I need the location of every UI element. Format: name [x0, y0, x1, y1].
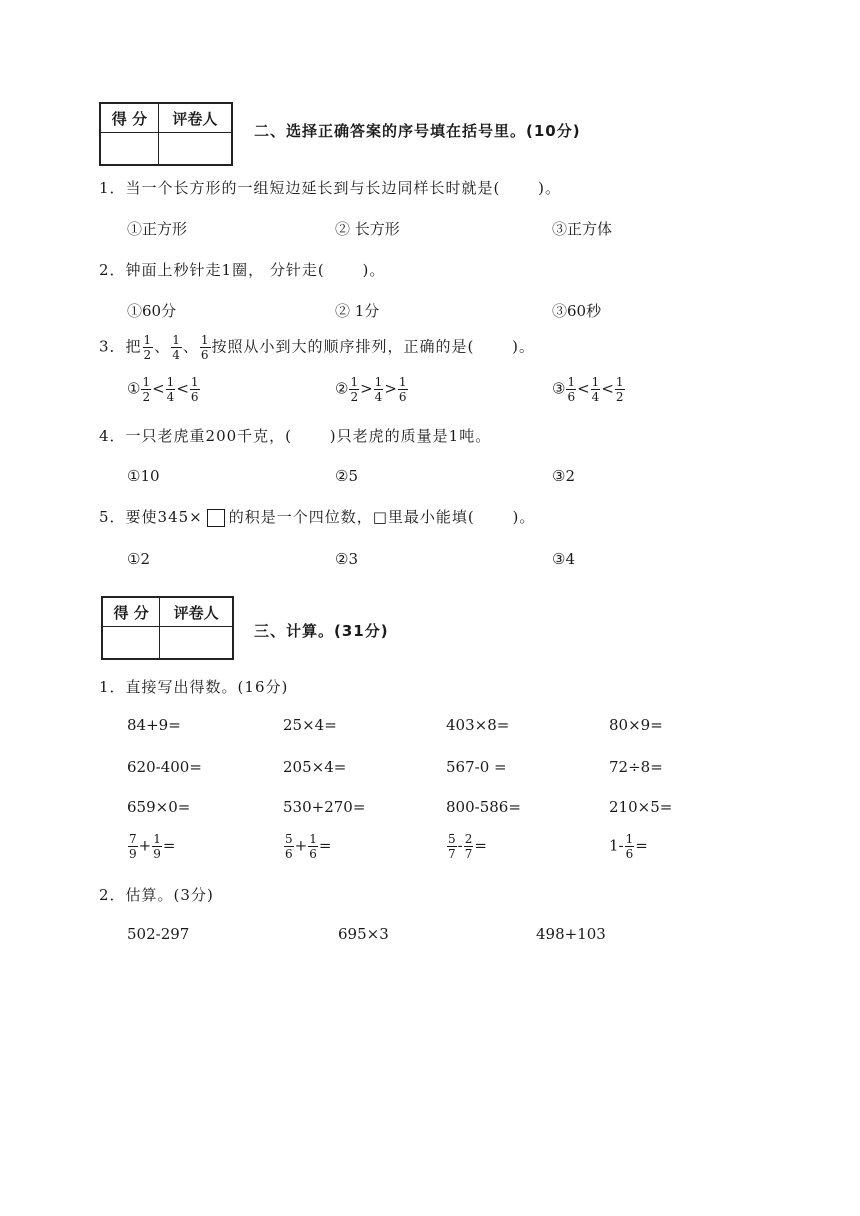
- question-4: 4．一只老虎重200千克，( )只老虎的质量是1吨。: [99, 427, 492, 445]
- q3-option-2[interactable]: ② $\frac{1}{2}$ > $\frac{1}{4}$ > $\frac{1}{6}$: [335, 375, 407, 404]
- calc-item[interactable]: 84+9=: [127, 716, 181, 734]
- estimate-item[interactable]: 498+103: [536, 925, 606, 943]
- grader-cell[interactable]: [160, 627, 233, 659]
- fraction: $\frac{1}{4}$: [172, 333, 181, 362]
- calc-item-fraction[interactable]: $\frac{5}{6}$ + $\frac{1}{6}$ =: [285, 832, 332, 861]
- calc-item[interactable]: 659×0=: [127, 798, 191, 816]
- calc-item[interactable]: 620-400=: [127, 758, 202, 776]
- q4-option-2[interactable]: ②5: [335, 467, 358, 485]
- blank-square[interactable]: [207, 509, 225, 527]
- calc-item[interactable]: 205×4=: [283, 758, 347, 776]
- calc-item[interactable]: 25×4=: [283, 716, 337, 734]
- calc-item[interactable]: 72÷8=: [609, 758, 663, 776]
- calc-item[interactable]: 403×8=: [446, 716, 510, 734]
- score-label: 得 分: [101, 104, 159, 133]
- q5-option-2[interactable]: ②3: [335, 550, 358, 568]
- q1-option-1[interactable]: ①正方形: [127, 220, 188, 238]
- estimate-item[interactable]: 502-297: [127, 925, 190, 943]
- calc-item-fraction[interactable]: $\frac{5}{7}$ - $\frac{2}{7}$ =: [448, 832, 487, 861]
- question-2: 2．钟面上秒针走1圈， 分针走( )。: [99, 261, 386, 279]
- estimate-item[interactable]: 695×3: [338, 925, 389, 943]
- section2-title: 二、选择正确答案的序号填在括号里。(10分): [254, 122, 581, 140]
- q2-option-2[interactable]: ② 1分: [335, 302, 380, 320]
- calc-item[interactable]: 800-586=: [446, 798, 521, 816]
- question-1: 1．当一个长方形的一组短边延长到与长边同样长时就是( )。: [99, 179, 562, 197]
- q3-option-3[interactable]: ③ $\frac{1}{6}$ < $\frac{1}{4}$ < $\frac{1}{2}$: [552, 375, 624, 404]
- q1-option-3[interactable]: ③正方体: [552, 220, 613, 238]
- score-label: 得 分: [103, 598, 160, 627]
- fraction: $\frac{1}{2}$: [143, 333, 153, 362]
- grader-label: 评卷人: [158, 104, 231, 133]
- q1-option-2[interactable]: ② 长方形: [335, 220, 400, 238]
- grader-label: 评卷人: [160, 598, 233, 627]
- calc-item[interactable]: 530+270=: [283, 798, 366, 816]
- q5-option-1[interactable]: ①2: [127, 550, 150, 568]
- calc-item-fraction[interactable]: $\frac{7}{9}$ + $\frac{1}{9}$ =: [129, 832, 176, 861]
- part2-title: 2．估算。(3分): [99, 886, 214, 904]
- section3-title: 三、计算。(31分): [254, 622, 389, 640]
- part1-title: 1．直接写出得数。(16分): [99, 678, 289, 696]
- q3-option-1[interactable]: ① $\frac{1}{2}$ < $\frac{1}{4}$ < $\frac{1}{6}$: [127, 375, 199, 404]
- grader-cell[interactable]: [158, 133, 231, 165]
- score-cell[interactable]: [103, 627, 160, 659]
- q5-option-3[interactable]: ③4: [552, 550, 575, 568]
- question-3: 3．把 $\frac{1}{2}$ 、 $\frac{1}{4}$ 、 $\frac{1}{6}$ 按照从小到大的顺序排列，正确的是( )。: [99, 333, 535, 362]
- calc-item-fraction[interactable]: 1- $\frac{1}{6}$ =: [609, 832, 648, 861]
- q4-option-3[interactable]: ③2: [552, 467, 575, 485]
- q2-option-3[interactable]: ③60秒: [552, 302, 602, 320]
- score-box-section3: [101, 596, 234, 660]
- calc-item[interactable]: 80×9=: [609, 716, 663, 734]
- q4-option-1[interactable]: ①10: [127, 467, 160, 485]
- q2-option-1[interactable]: ①60分: [127, 302, 177, 320]
- fraction: $\frac{1}{6}$: [200, 333, 210, 362]
- score-box-section2: [99, 102, 233, 166]
- score-cell[interactable]: [101, 133, 159, 165]
- calc-item[interactable]: 567-0 =: [446, 758, 507, 776]
- question-5: 5．要使345× 的积是一个四位数，□里最小能填( )。: [99, 508, 536, 526]
- calc-item[interactable]: 210×5=: [609, 798, 673, 816]
